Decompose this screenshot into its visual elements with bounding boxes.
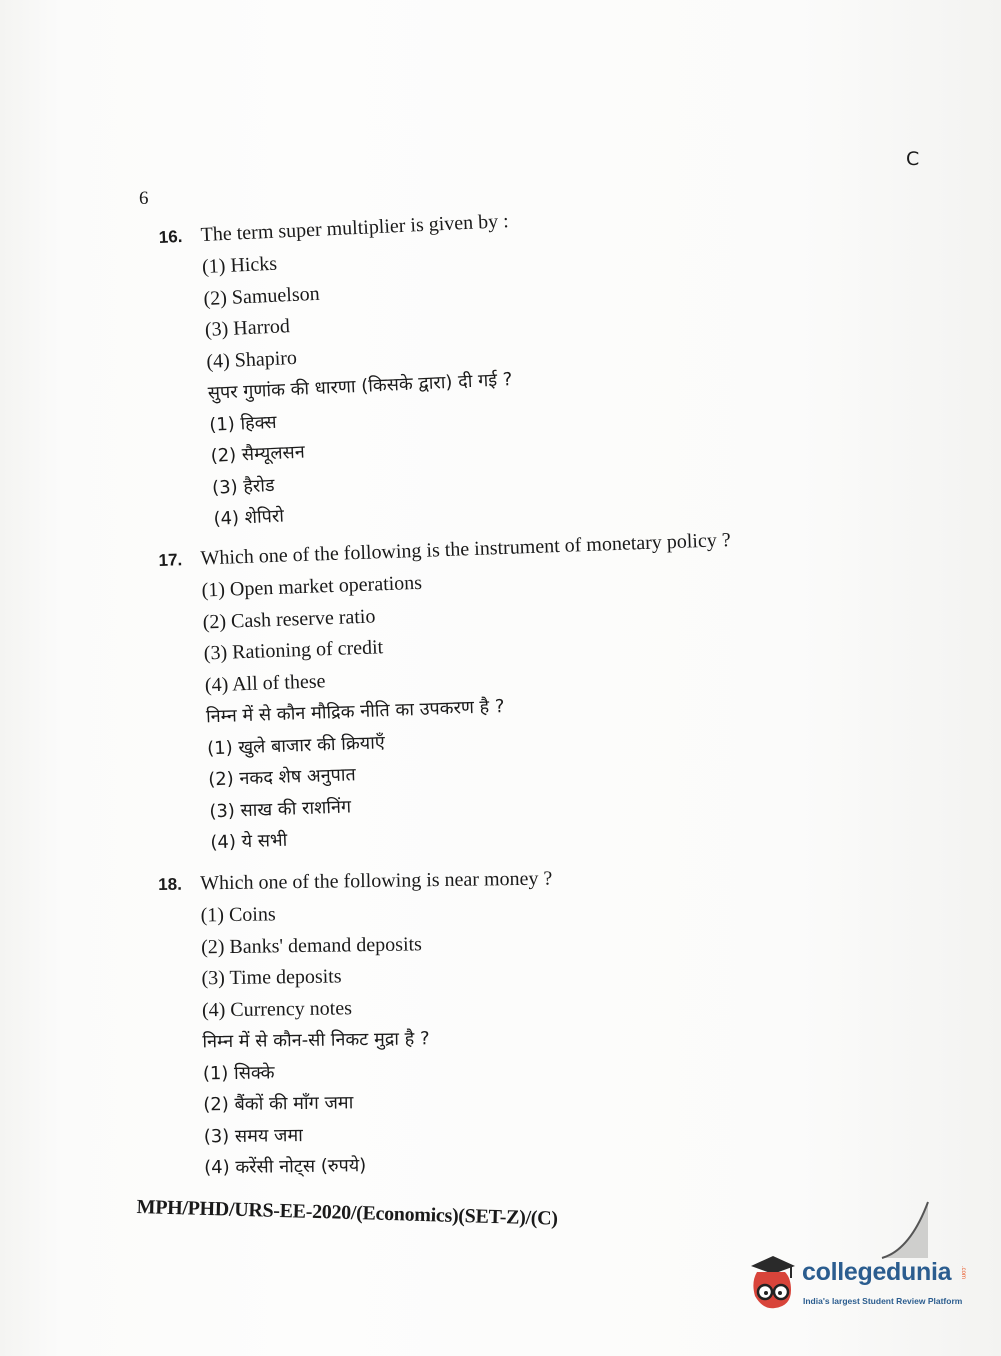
question-text-hi: सुपर गुणांक की धारणा (किसके द्वारा) दी गई ? [207,369,513,404]
option-hi: (3) हैरोड [211,474,276,499]
question-number: 16. [158,226,183,247]
option-hi: (2) नकद शेष अनुपात [207,764,357,791]
page-number: 6 [139,188,149,209]
option-en: (2) Banks' demand deposits [200,932,423,958]
option-hi: (4) करेंसी नोट्स (रुपये) [204,1155,367,1179]
option-hi: (2) सैम्यूलसन [210,441,306,467]
question-stem: Which one of the following is near money ? [200,867,553,895]
option-hi: (1) हिक्स [208,411,278,436]
collegedunia-logo [745,1252,975,1312]
set-letter: C [906,148,920,170]
option-en: (3) Rationing of credit [203,636,384,665]
option-en: (4) All of these [204,669,326,696]
option-hi: (1) खुले बाजार की क्रियाएँ [206,731,386,759]
option-en: (2) Samuelson [203,282,321,310]
option-en: (1) Hicks [201,252,278,279]
option-hi: (3) साख की राशनिंग [208,795,352,822]
logo-suffix: .com [960,1266,966,1280]
option-hi: (2) बैंकों की माँग जमा [203,1092,354,1116]
option-hi: (4) ये सभी [210,829,288,854]
question-text-hi: निम्न में से कौन मौद्रिक नीति का उपकरण है ? [205,696,505,728]
question-16 [158,193,792,537]
question-text-hi: निम्न में से कौन-सी निकट मुद्रा है ? [202,1028,430,1053]
question-number: 18. [158,874,183,894]
option-en: (3) Harrod [204,315,291,341]
question-stem: Which one of the following is the instrument of monetary policy ? [200,529,732,570]
question-18 [158,859,782,1184]
option-hi: (3) समय जमा [203,1124,303,1147]
option-hi: (1) सिक्के [202,1061,275,1084]
mascot-icon [745,1252,801,1312]
logo-tagline: India's largest Student Review Platform [803,1296,963,1306]
option-en: (4) Currency notes [201,996,353,1021]
question-stem: The term super multiplier is given by : [200,210,510,247]
question-number: 17. [158,550,183,570]
logo-wordmark: collegedunia [802,1258,952,1286]
option-hi: (4) शेपिरो [213,505,285,530]
page-curl-icon [880,1200,930,1260]
option-en: (3) Time deposits [201,965,342,990]
option-en: (1) Open market operations [201,571,423,602]
option-en: (4) Shapiro [205,346,298,373]
option-en: (1) Coins [200,903,276,927]
paper-code: MPH/PHD/URS-EE-2020/(Economics)(SET-Z)/(C) [136,1196,558,1230]
option-en: (2) Cash reserve ratio [202,604,376,633]
question-17 [158,522,789,860]
